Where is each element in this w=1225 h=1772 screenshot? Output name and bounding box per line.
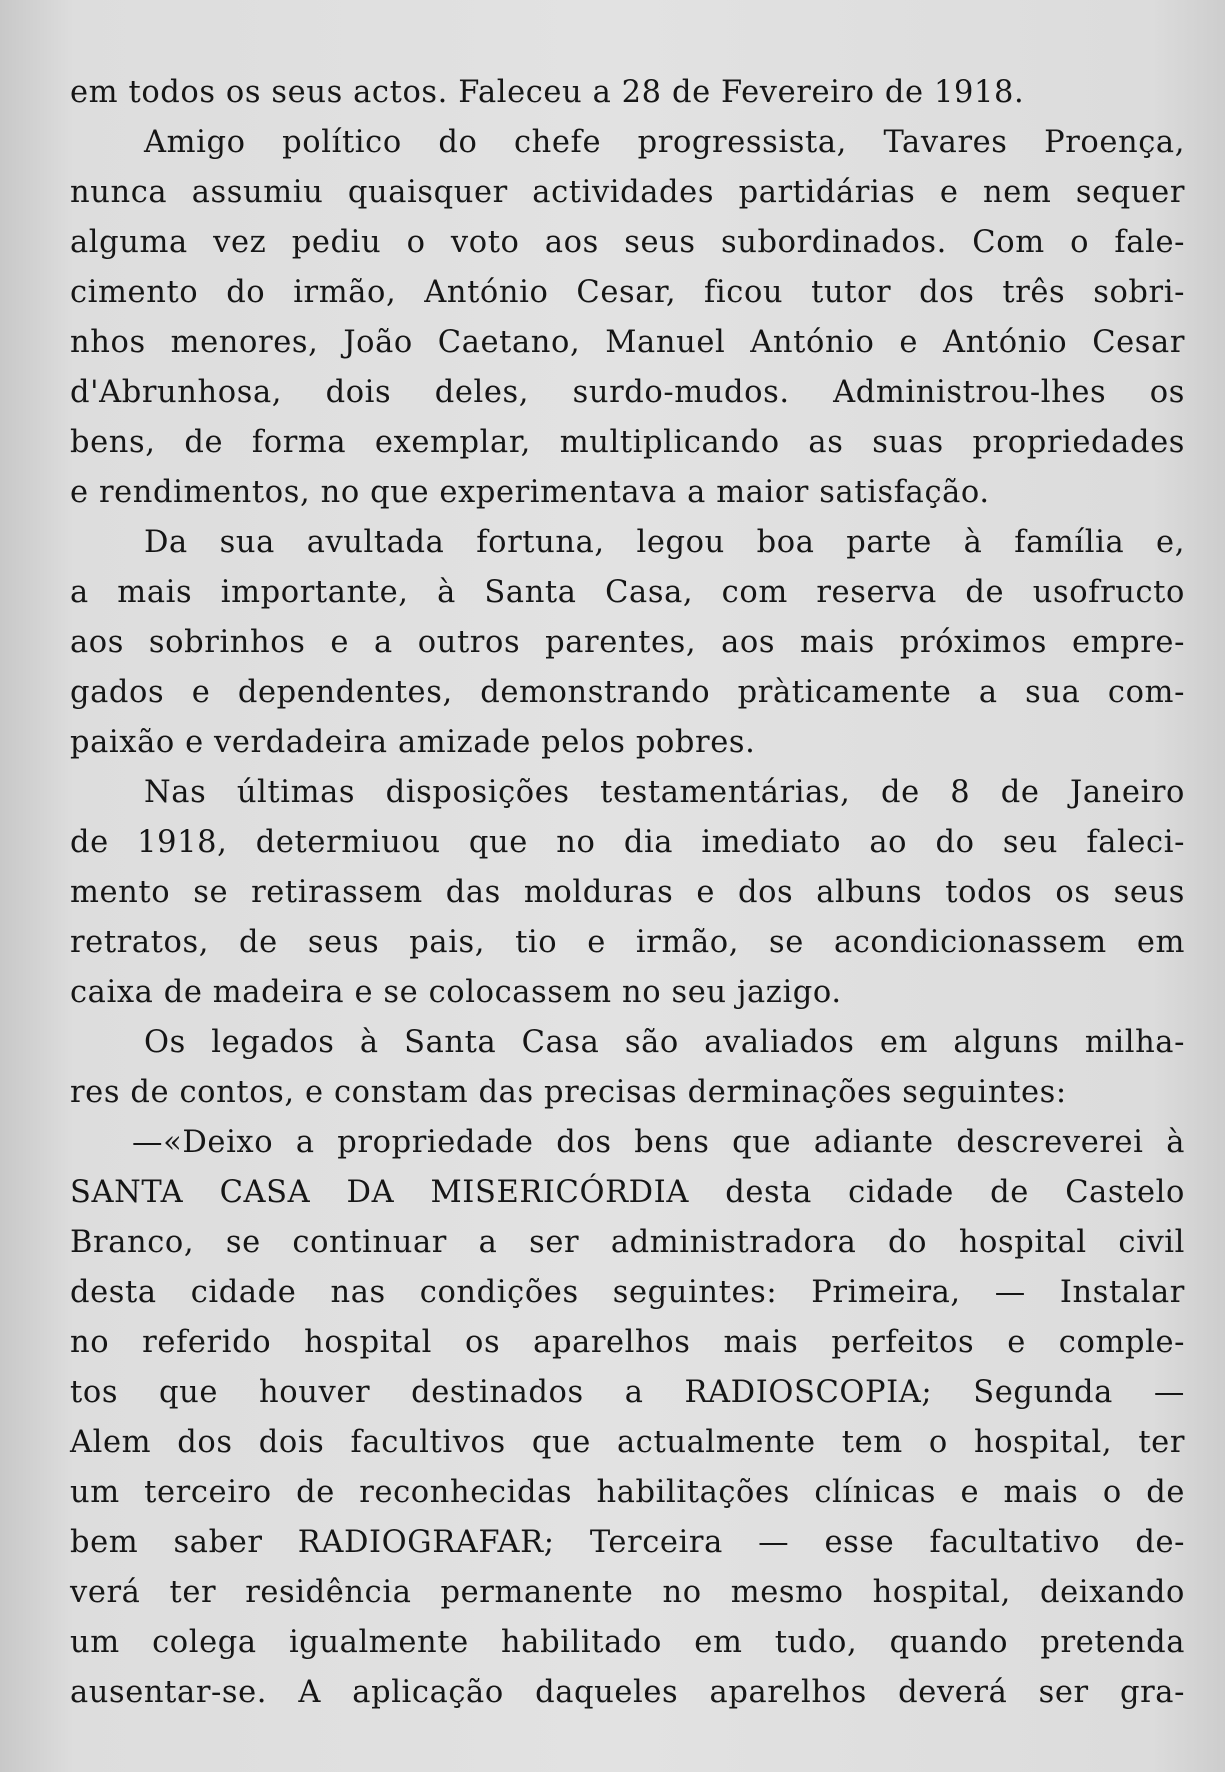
- text-line: a mais importante, à Santa Casa, com reserva de usofructo: [70, 575, 1185, 610]
- text-line: alguma vez pediu o voto aos seus subordinados. Com o fale-: [70, 225, 1185, 260]
- text-line: um terceiro de reconhecidas habilitações clínicas e mais o de: [70, 1475, 1185, 1510]
- text-line: caixa de madeira e se colocassem no seu jazigo.: [70, 975, 842, 1010]
- text-line: paixão e verdadeira amizade pelos pobres.: [70, 725, 756, 760]
- text-line: desta cidade nas condições seguintes: Primeira, — Instalar: [70, 1275, 1185, 1310]
- paragraph-political-friend: [70, 118, 1185, 518]
- text-line: nhos menores, João Caetano, Manuel António e António Cesar: [70, 325, 1185, 360]
- text-line: nunca assumiu quaisquer actividades partidárias e nem sequer: [70, 175, 1185, 210]
- text-line: verá ter residência permanente no mesmo hospital, deixando: [70, 1575, 1185, 1610]
- text-line: Amigo político do chefe progressista, Tavares Proença,: [144, 125, 1185, 160]
- text-line: aos sobrinhos e a outros parentes, aos mais próximos empre-: [70, 625, 1185, 660]
- text-line: um colega igualmente habilitado em tudo, quando pretenda: [70, 1625, 1185, 1660]
- text-line: retratos, de seus pais, tio e irmão, se acondicionassem em: [70, 925, 1185, 960]
- text-line: cimento do irmão, António Cesar, ficou tutor dos três sobri-: [70, 275, 1185, 310]
- paragraph-will-quote: [70, 1118, 1185, 1718]
- paragraph-death-date: [70, 68, 1185, 118]
- text-line: bens, de forma exemplar, multiplicando as suas propriedades: [70, 425, 1185, 460]
- paragraph-legacies: [70, 1018, 1185, 1118]
- text-line: bem saber RADIOGRAFAR; Terceira — esse facultativo de-: [70, 1525, 1185, 1560]
- text-line: tos que houver destinados a RADIOSCOPIA; Segunda —: [70, 1375, 1185, 1410]
- body-text: [70, 68, 1185, 1718]
- text-line: res de contos, e constam das precisas derminações seguintes:: [70, 1075, 1067, 1110]
- text-line: d'Abrunhosa, dois deles, surdo-mudos. Administrou-lhes os: [70, 375, 1185, 410]
- text-line: em todos os seus actos. Faleceu a 28 de Fevereiro de 1918.: [70, 75, 1025, 110]
- text-line: Alem dos dois facultivos que actualmente tem o hospital, ter: [70, 1425, 1185, 1460]
- text-line: Branco, se continuar a ser administradora do hospital civil: [70, 1225, 1185, 1260]
- text-line: Da sua avultada fortuna, legou boa parte à família e,: [144, 525, 1185, 560]
- text-line: Os legados à Santa Casa são avaliados em alguns milha-: [144, 1025, 1185, 1060]
- text-line: SANTA CASA DA MISERICÓRDIA desta cidade de Castelo: [70, 1175, 1185, 1210]
- text-line: no referido hospital os aparelhos mais perfeitos e comple-: [70, 1325, 1185, 1360]
- text-line: gados e dependentes, demonstrando pràticamente a sua com-: [70, 675, 1185, 710]
- paragraph-fortune: [70, 518, 1185, 768]
- paragraph-last-dispositions: [70, 768, 1185, 1018]
- text-line: e rendimentos, no que experimentava a maior satisfação.: [70, 475, 990, 510]
- text-line: mento se retirassem das molduras e dos albuns todos os seus: [70, 875, 1185, 910]
- text-line: ausentar-se. A aplicação daqueles aparelhos deverá ser gra-: [70, 1675, 1185, 1710]
- text-line: de 1918, determiuou que no dia imediato ao do seu faleci-: [70, 825, 1185, 860]
- text-line: Nas últimas disposições testamentárias, de 8 de Janeiro: [144, 775, 1185, 810]
- text-line: —«Deixo a propriedade dos bens que adiante descreverei à: [132, 1125, 1185, 1160]
